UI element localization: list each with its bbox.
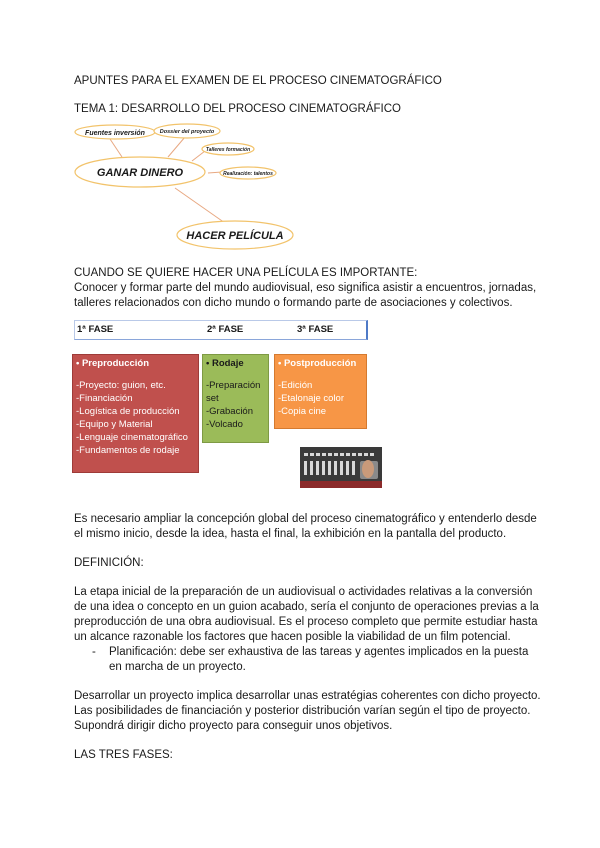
phase-label-2: 2ª FASE xyxy=(207,324,244,335)
page-title: APUNTES PARA EL EXAMEN DE EL PROCESO CINEMATOGRÁFICO xyxy=(74,75,442,87)
rod-item: -Preparación xyxy=(206,380,261,391)
rod-item: -Volcado xyxy=(206,419,243,430)
body-line: Las posibilidades de financiación y posterior distribución varían según el tipo de proyecto. xyxy=(74,705,531,717)
tres-fases-heading: LAS TRES FASES: xyxy=(74,749,173,761)
label-dossier: Dossier del proyecto xyxy=(159,129,215,135)
arrow-fuentes xyxy=(110,139,122,157)
pre-item: -Financiación xyxy=(76,393,133,404)
pre-item: -Logística de producción xyxy=(76,406,180,417)
arrow-dossier xyxy=(168,137,185,157)
intro-line: Conocer y formar parte del mundo audiovisual, eso significa asistir a encuentros, jornadas, xyxy=(74,282,537,294)
preproduccion-title: • Preproducción xyxy=(76,357,195,370)
phase-label-3: 3ª FASE xyxy=(297,324,334,335)
arrow-talleres xyxy=(192,151,205,161)
label-realizacion: Realización: talentos xyxy=(223,171,273,177)
arrow-hacer xyxy=(175,188,225,223)
rodaje-title: • Rodaje xyxy=(206,357,265,370)
intro-line: talleres relacionados con dicho mundo o formando parte de asociaciones y colectivos. xyxy=(74,297,513,309)
definicion-line: un alcance razonable los factores que hacen posible la viabilidad de un film potencial. xyxy=(74,631,511,643)
rod-item: set xyxy=(206,393,219,404)
pre-item: -Lenguaje cinematográfico xyxy=(76,432,188,443)
label-hacer: HACER PELÍCULA xyxy=(186,230,284,242)
pre-item: -Proyecto: guion, etc. xyxy=(76,380,166,391)
postproduccion-box xyxy=(274,354,367,429)
post-item: -Etalonaje color xyxy=(278,393,345,404)
body-line: Supondrá dirigir dicho proyecto para conseguir unos objetivos. xyxy=(74,720,393,732)
label-talleres: Talleres formación xyxy=(205,147,251,153)
pre-item: -Equipo y Material xyxy=(76,419,153,430)
bullet-line: Planificación: debe ser exhaustiva de las tareas y agentes implicados en la puesta xyxy=(109,646,529,658)
definicion-line: La etapa inicial de la preparación de un audiovisual o actividades relativas a la conversión xyxy=(74,586,533,598)
pre-item: -Fundamentos de rodaje xyxy=(76,445,180,456)
definicion-heading: DEFINICIÓN: xyxy=(74,557,144,569)
bullet-dash: - xyxy=(92,646,96,658)
concepcion-line: Es necesario ampliar la concepción global del proceso cinematográfico y entenderlo desde xyxy=(74,513,537,525)
rod-item: -Grabación xyxy=(206,406,253,417)
bullet-line: en marcha de un proyecto. xyxy=(109,661,246,673)
post-item: -Copia cine xyxy=(278,406,327,417)
phase-label-1: 1ª FASE xyxy=(77,324,114,335)
post-item: -Edición xyxy=(278,380,313,391)
definicion-line: preproducción de una obra audiovisual. Es el proceso completo que permite estudiar hasta xyxy=(74,616,538,628)
postproduccion-title: • Postproducción xyxy=(278,357,363,370)
label-ganar: GANAR DINERO xyxy=(96,167,184,179)
label-fuentes: Fuentes inversión xyxy=(85,130,145,137)
body-line: Desarrollar un proyecto implica desarrollar unas estratégias coherentes con dicho proyecto. xyxy=(74,690,541,702)
preproduccion-box xyxy=(72,354,199,473)
editing-console-photo xyxy=(300,447,382,488)
mind-map-diagram xyxy=(0,115,600,255)
phase-header-bar xyxy=(74,320,368,340)
definicion-line: de una idea o concepto en un guion acabado, sería el conjunto de operaciones previas a la xyxy=(74,601,539,613)
concepcion-line: el mismo inicio, desde la idea, hasta el final, la exhibición en la pantalla del producto. xyxy=(74,528,507,540)
rodaje-box xyxy=(202,354,269,443)
intro-heading: CUANDO SE QUIERE HACER UNA PELÍCULA ES IMPORTANTE: xyxy=(74,267,418,279)
section-title: TEMA 1: DESARROLLO DEL PROCESO CINEMATOGRÁFICO xyxy=(74,103,401,115)
